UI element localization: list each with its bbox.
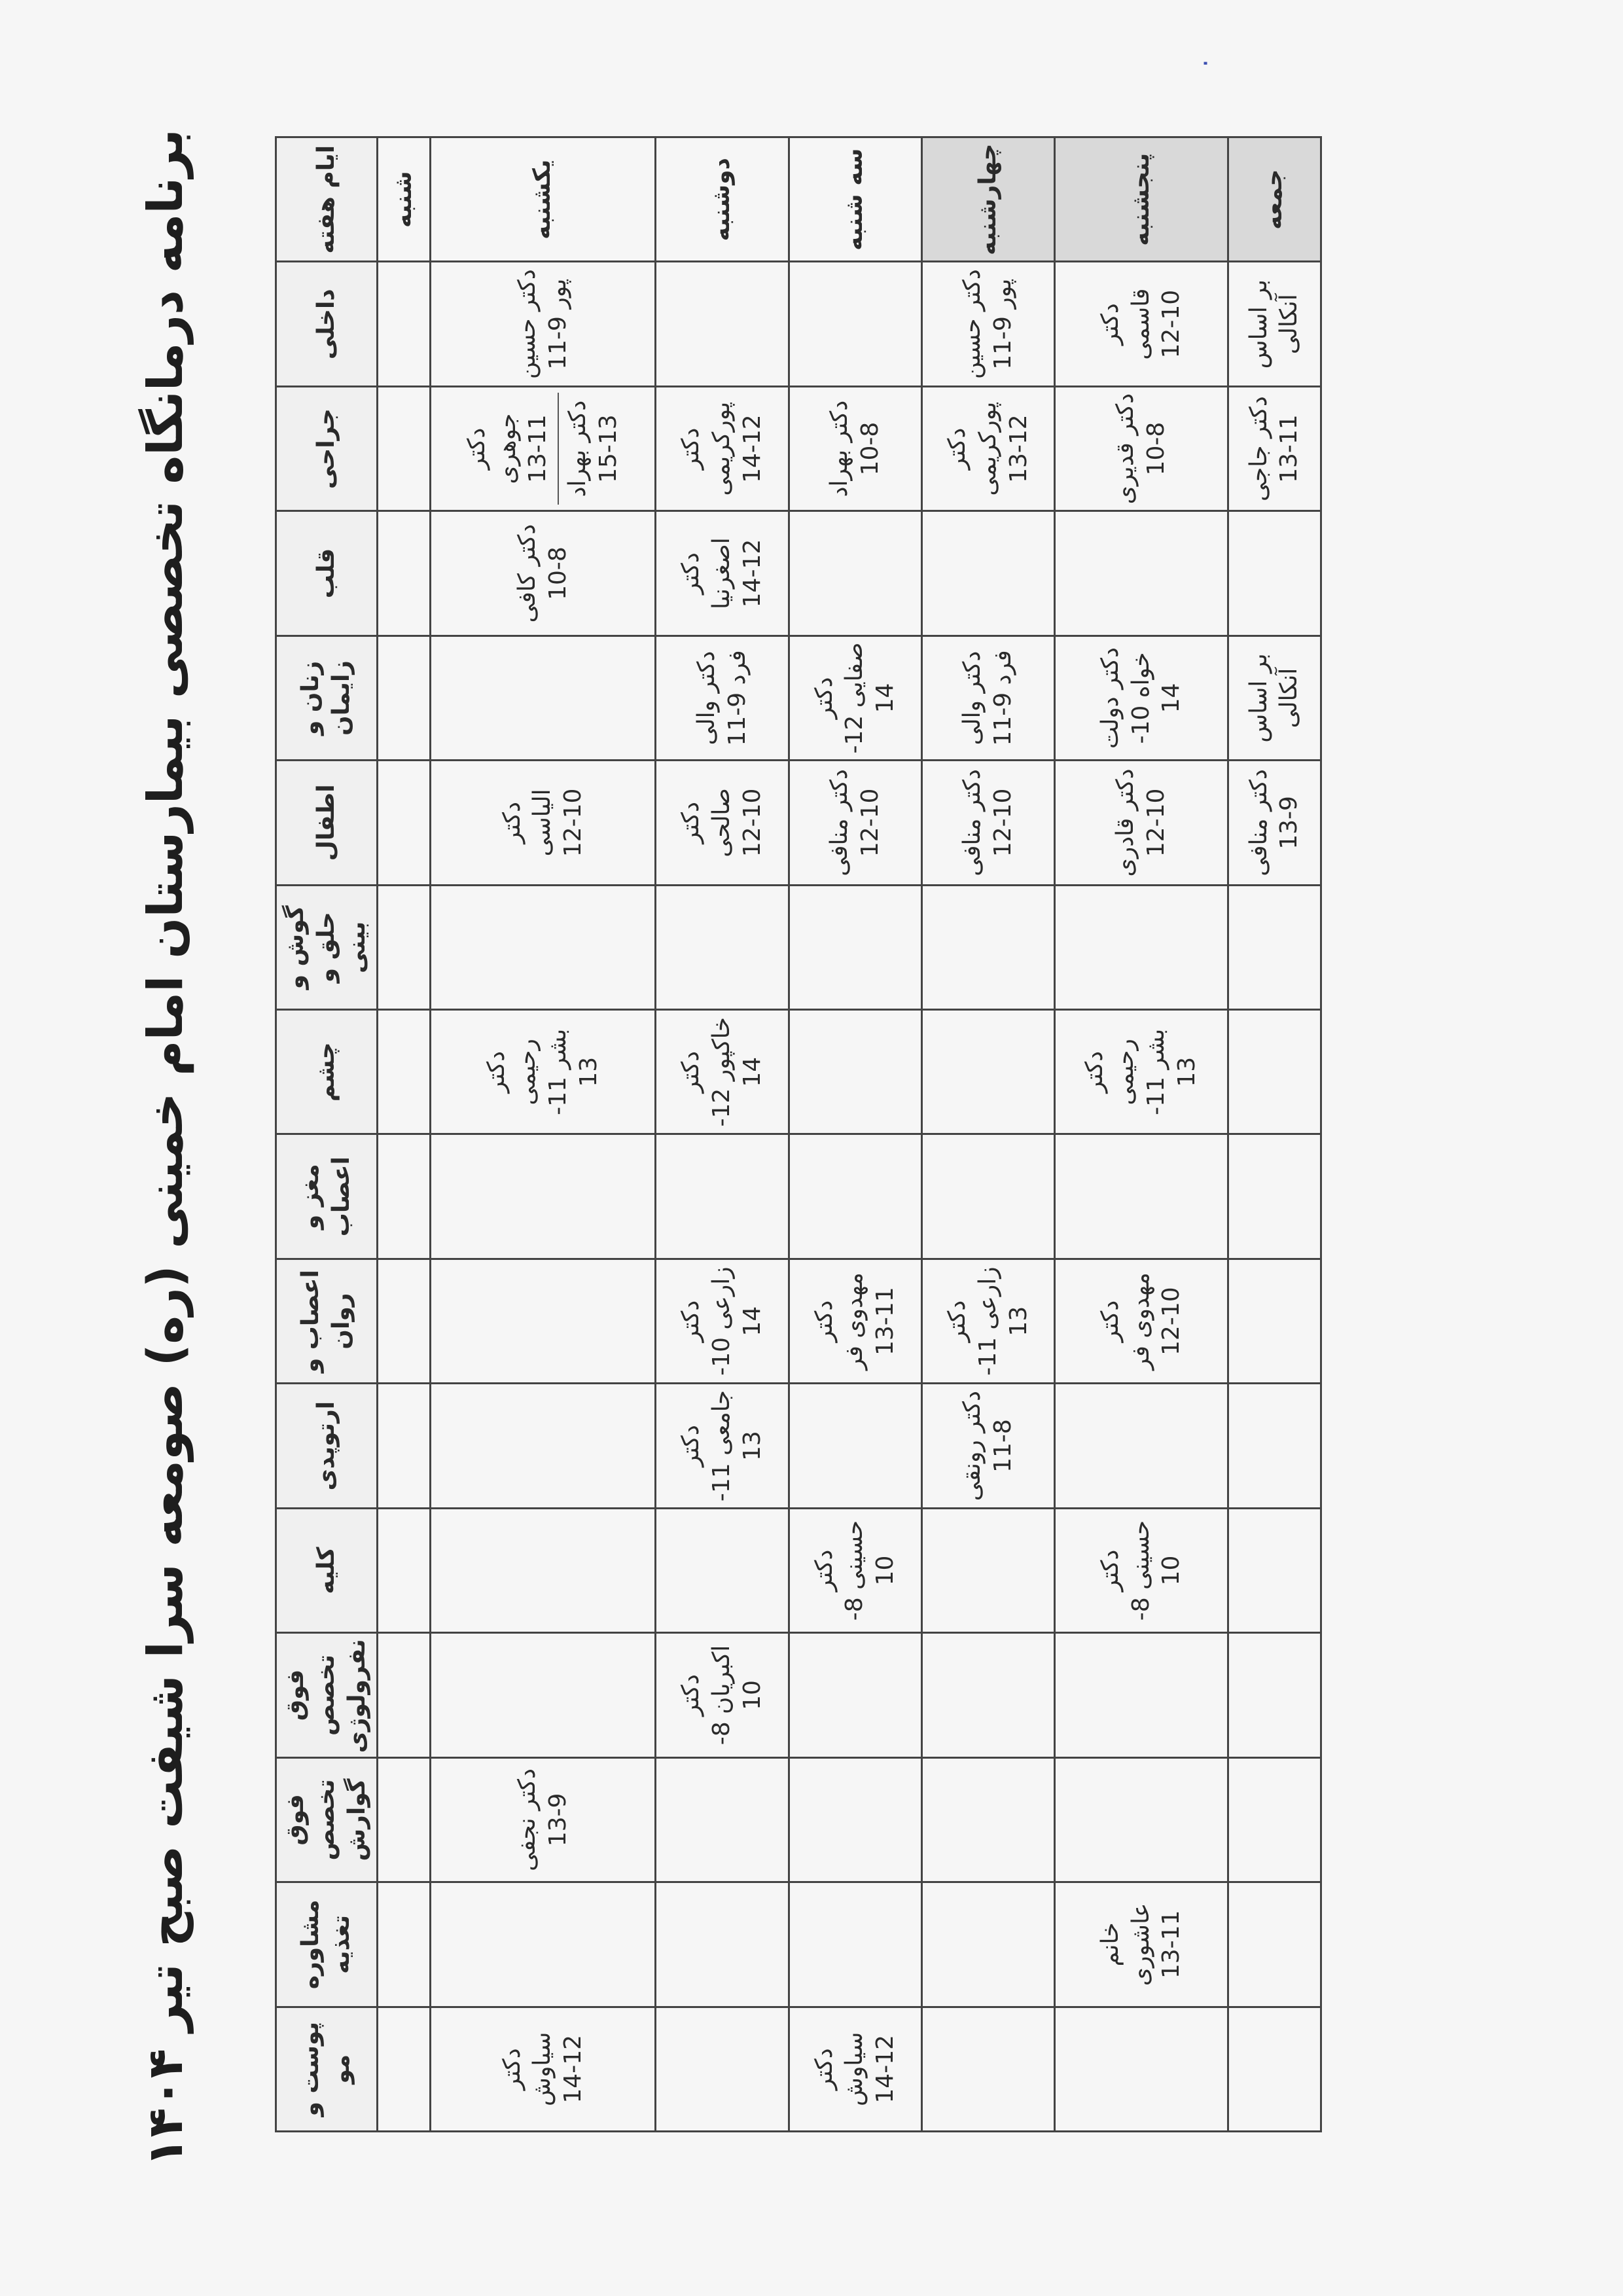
split-cell xyxy=(462,393,624,505)
schedule-cell xyxy=(1228,511,1321,636)
schedule-cell: دکتر سیاوش 12-14 xyxy=(789,2007,921,2131)
schedule-cell: دکتر قادری 10-12 xyxy=(1055,761,1228,885)
header-row xyxy=(276,137,378,2132)
schedule-cell xyxy=(789,511,921,636)
schedule-cell xyxy=(656,1508,789,1632)
schedule-cell: دکتر حسینی 8-10 xyxy=(1055,1508,1228,1632)
schedule-cell xyxy=(921,1882,1054,2007)
schedule-cell xyxy=(431,1882,656,2007)
day-cell: چهارشنبه xyxy=(921,137,1054,262)
schedule-cell xyxy=(656,262,789,386)
schedule-cell: دکتر حسین پور 9-11 xyxy=(431,262,656,386)
table-row xyxy=(1055,137,1228,2132)
schedule-cell: دکتر جاجی 11-13 xyxy=(1228,386,1321,511)
header-cell: کلیه xyxy=(276,1508,378,1632)
schedule-cell xyxy=(378,636,431,760)
schedule-cell: دکتر پورکریمی 12-13 xyxy=(921,386,1054,511)
table-row xyxy=(656,137,789,2132)
schedule-cell xyxy=(789,1134,921,1259)
schedule-cell: دکتر والی فرد 9-11 xyxy=(921,636,1054,760)
header-cell: جراحی xyxy=(276,386,378,511)
schedule-body xyxy=(378,137,1321,2132)
schedule-cell: دکتر حسینی 8-10 xyxy=(789,1508,921,1632)
schedule-cell: دکتر زارعی 10-14 xyxy=(656,1259,789,1383)
schedule-cell: دکتر زارعی 11-13 xyxy=(921,1259,1054,1383)
schedule-cell: دکتر رحیمی بشر 11-13 xyxy=(431,1010,656,1134)
schedule-cell: دکتر بهراد 8-10 xyxy=(789,386,921,511)
schedule-cell: دکتر پورکریمی 12-14 xyxy=(656,386,789,511)
schedule-cell xyxy=(378,1508,431,1632)
schedule-cell: دکتر مهدوی فر 10-12 xyxy=(1055,1259,1228,1383)
schedule-cell xyxy=(378,386,431,511)
schedule-cell xyxy=(378,1134,431,1259)
table-row xyxy=(378,137,431,2132)
schedule-cell: دکتر اکبریان 8-10 xyxy=(656,1633,789,1757)
schedule-cell: دکتر دولت خواه 10-14 xyxy=(1055,636,1228,760)
header-cell: فوق تخصص نفرولوژی xyxy=(276,1633,378,1757)
header-cell: پوست و مو xyxy=(276,2007,378,2131)
header-cell: داخلی xyxy=(276,262,378,386)
header-cell: چشم xyxy=(276,1010,378,1134)
schedule-cell: دکتر صفایی 12-14 xyxy=(789,636,921,760)
schedule-cell xyxy=(378,2007,431,2131)
schedule-cell xyxy=(921,1134,1054,1259)
schedule-cell: دکتر والی فرد 9-11 xyxy=(656,636,789,760)
schedule-cell xyxy=(1228,1259,1321,1383)
schedule-cell xyxy=(656,1134,789,1259)
day-cell: پنجشنبه xyxy=(1055,137,1228,262)
day-cell: جمعه xyxy=(1228,137,1321,262)
schedule-cell: دکتر سیاوش 12-14 xyxy=(431,2007,656,2131)
header-cell: اطفال xyxy=(276,761,378,885)
schedule-cell xyxy=(1055,2007,1228,2131)
header-cell: گوش و حلق و بینی xyxy=(276,885,378,1009)
schedule-cell xyxy=(378,1384,431,1508)
schedule-cell xyxy=(789,1384,921,1508)
schedule-cell xyxy=(656,2007,789,2131)
schedule-cell: دکتر مهدوی فر 11-13 xyxy=(789,1259,921,1383)
schedule-cell xyxy=(921,885,1054,1009)
schedule-cell xyxy=(1055,1134,1228,1259)
schedule-cell: دکتر اصغرنیا 12-14 xyxy=(656,511,789,636)
schedule-cell xyxy=(378,1010,431,1134)
schedule-cell xyxy=(378,511,431,636)
schedule-cell xyxy=(1228,1010,1321,1134)
schedule-cell xyxy=(789,1633,921,1757)
schedule-cell xyxy=(1055,511,1228,636)
header-cell: مغز و اعصاب xyxy=(276,1134,378,1259)
schedule-cell xyxy=(1228,1882,1321,2007)
schedule-cell: دکتر رونقی 8-11 xyxy=(921,1384,1054,1508)
schedule-cell: دکتر الیاسی 10-12 xyxy=(431,761,656,885)
schedule-cell xyxy=(431,636,656,760)
schedule-cell xyxy=(1055,1757,1228,1882)
header-cell: ایام هفته xyxy=(276,137,378,262)
schedule-cell: دکتر صالحی 10-12 xyxy=(656,761,789,885)
schedule-cell: دکتر قدیری 8-10 xyxy=(1055,386,1228,511)
schedule-cell: دکتر خاکپور 12-14 xyxy=(656,1010,789,1134)
schedule-cell xyxy=(789,885,921,1009)
schedule-cell xyxy=(431,1134,656,1259)
schedule-cell xyxy=(921,1757,1054,1882)
schedule-cell xyxy=(921,2007,1054,2131)
schedule-cell xyxy=(1228,1633,1321,1757)
table-row xyxy=(921,137,1054,2132)
schedule-cell xyxy=(921,511,1054,636)
schedule-cell xyxy=(789,262,921,386)
schedule-cell xyxy=(789,1010,921,1134)
schedule-cell xyxy=(378,262,431,386)
header-cell: فوق تخصص گوارش xyxy=(276,1757,378,1882)
schedule-cell: دکتر جامعی 11-13 xyxy=(656,1384,789,1508)
schedule-cell xyxy=(431,885,656,1009)
schedule-entry: دکتر جوهری 11-13 xyxy=(463,413,552,484)
schedule-cell xyxy=(656,885,789,1009)
schedule-cell xyxy=(789,1882,921,2007)
schedule-cell xyxy=(431,386,656,511)
schedule-cell xyxy=(378,1259,431,1383)
schedule-cell xyxy=(921,1010,1054,1134)
schedule-cell xyxy=(1055,1384,1228,1508)
schedule-cell: دکتر منافی 9-13 xyxy=(1228,761,1321,885)
schedule-cell xyxy=(431,1508,656,1632)
schedule-cell: دکتر قاسمی 10-12 xyxy=(1055,262,1228,386)
schedule-cell xyxy=(431,1259,656,1383)
schedule-cell xyxy=(1228,1508,1321,1632)
table-row xyxy=(789,137,921,2132)
schedule-cell xyxy=(789,1757,921,1882)
schedule-cell: خانم عاشوری 11-13 xyxy=(1055,1882,1228,2007)
schedule-cell xyxy=(431,1633,656,1757)
schedule-cell xyxy=(656,1882,789,2007)
schedule-cell: دکتر منافی 10-12 xyxy=(921,761,1054,885)
day-cell: سه شنبه xyxy=(789,137,921,262)
header-cell: قلب xyxy=(276,511,378,636)
schedule-cell xyxy=(431,1384,656,1508)
header-cell: اعصاب و روان xyxy=(276,1259,378,1383)
header-cell: زنان و زایمان xyxy=(276,636,378,760)
schedule-cell: دکتر رحیمی بشر 11-13 xyxy=(1055,1010,1228,1134)
table-row xyxy=(431,137,656,2132)
schedule-entry: دکتر بهراد 13-15 xyxy=(558,393,624,505)
schedule-cell: دکتر منافی 10-12 xyxy=(789,761,921,885)
schedule-cell xyxy=(378,1882,431,2007)
schedule-cell xyxy=(1228,2007,1321,2131)
schedule-cell: بر اساس آنکالی xyxy=(1228,262,1321,386)
header-cell: مشاوره تغذیه xyxy=(276,1882,378,2007)
schedule-cell xyxy=(1228,1384,1321,1508)
day-cell: دوشنبه xyxy=(656,137,789,262)
ink-mark: · xyxy=(1191,59,1221,67)
schedule-cell xyxy=(921,1633,1054,1757)
schedule-cell xyxy=(1228,1134,1321,1259)
schedule-cell xyxy=(378,1633,431,1757)
schedule-cell xyxy=(378,1757,431,1882)
schedule-cell: دکتر نجفی 9-13 xyxy=(431,1757,656,1882)
day-cell: شنبه xyxy=(378,137,431,262)
schedule-table xyxy=(275,136,1322,2132)
schedule-cell xyxy=(1055,885,1228,1009)
schedule-cell: دکتر کافی 8-10 xyxy=(431,511,656,636)
schedule-cell xyxy=(656,1757,789,1882)
header-cell: ارتوپدی xyxy=(276,1384,378,1508)
schedule-cell xyxy=(1055,1633,1228,1757)
schedule-cell xyxy=(378,761,431,885)
schedule-cell xyxy=(1228,1757,1321,1882)
day-cell: یکشنبه xyxy=(431,137,656,262)
schedule-cell xyxy=(921,1508,1054,1632)
schedule-cell xyxy=(378,885,431,1009)
schedule-cell: بر اساس آنکالی xyxy=(1228,636,1321,760)
table-row xyxy=(1228,137,1321,2132)
page-title: برنامه درمانگاه تخصصی بیمارستان امام خمینی (ره) صومعه سرا شیفت صبح تیر ۱۴۰۴ xyxy=(137,129,194,2167)
schedule-cell xyxy=(1228,885,1321,1009)
schedule-cell: دکتر حسین پور 9-11 xyxy=(921,262,1054,386)
